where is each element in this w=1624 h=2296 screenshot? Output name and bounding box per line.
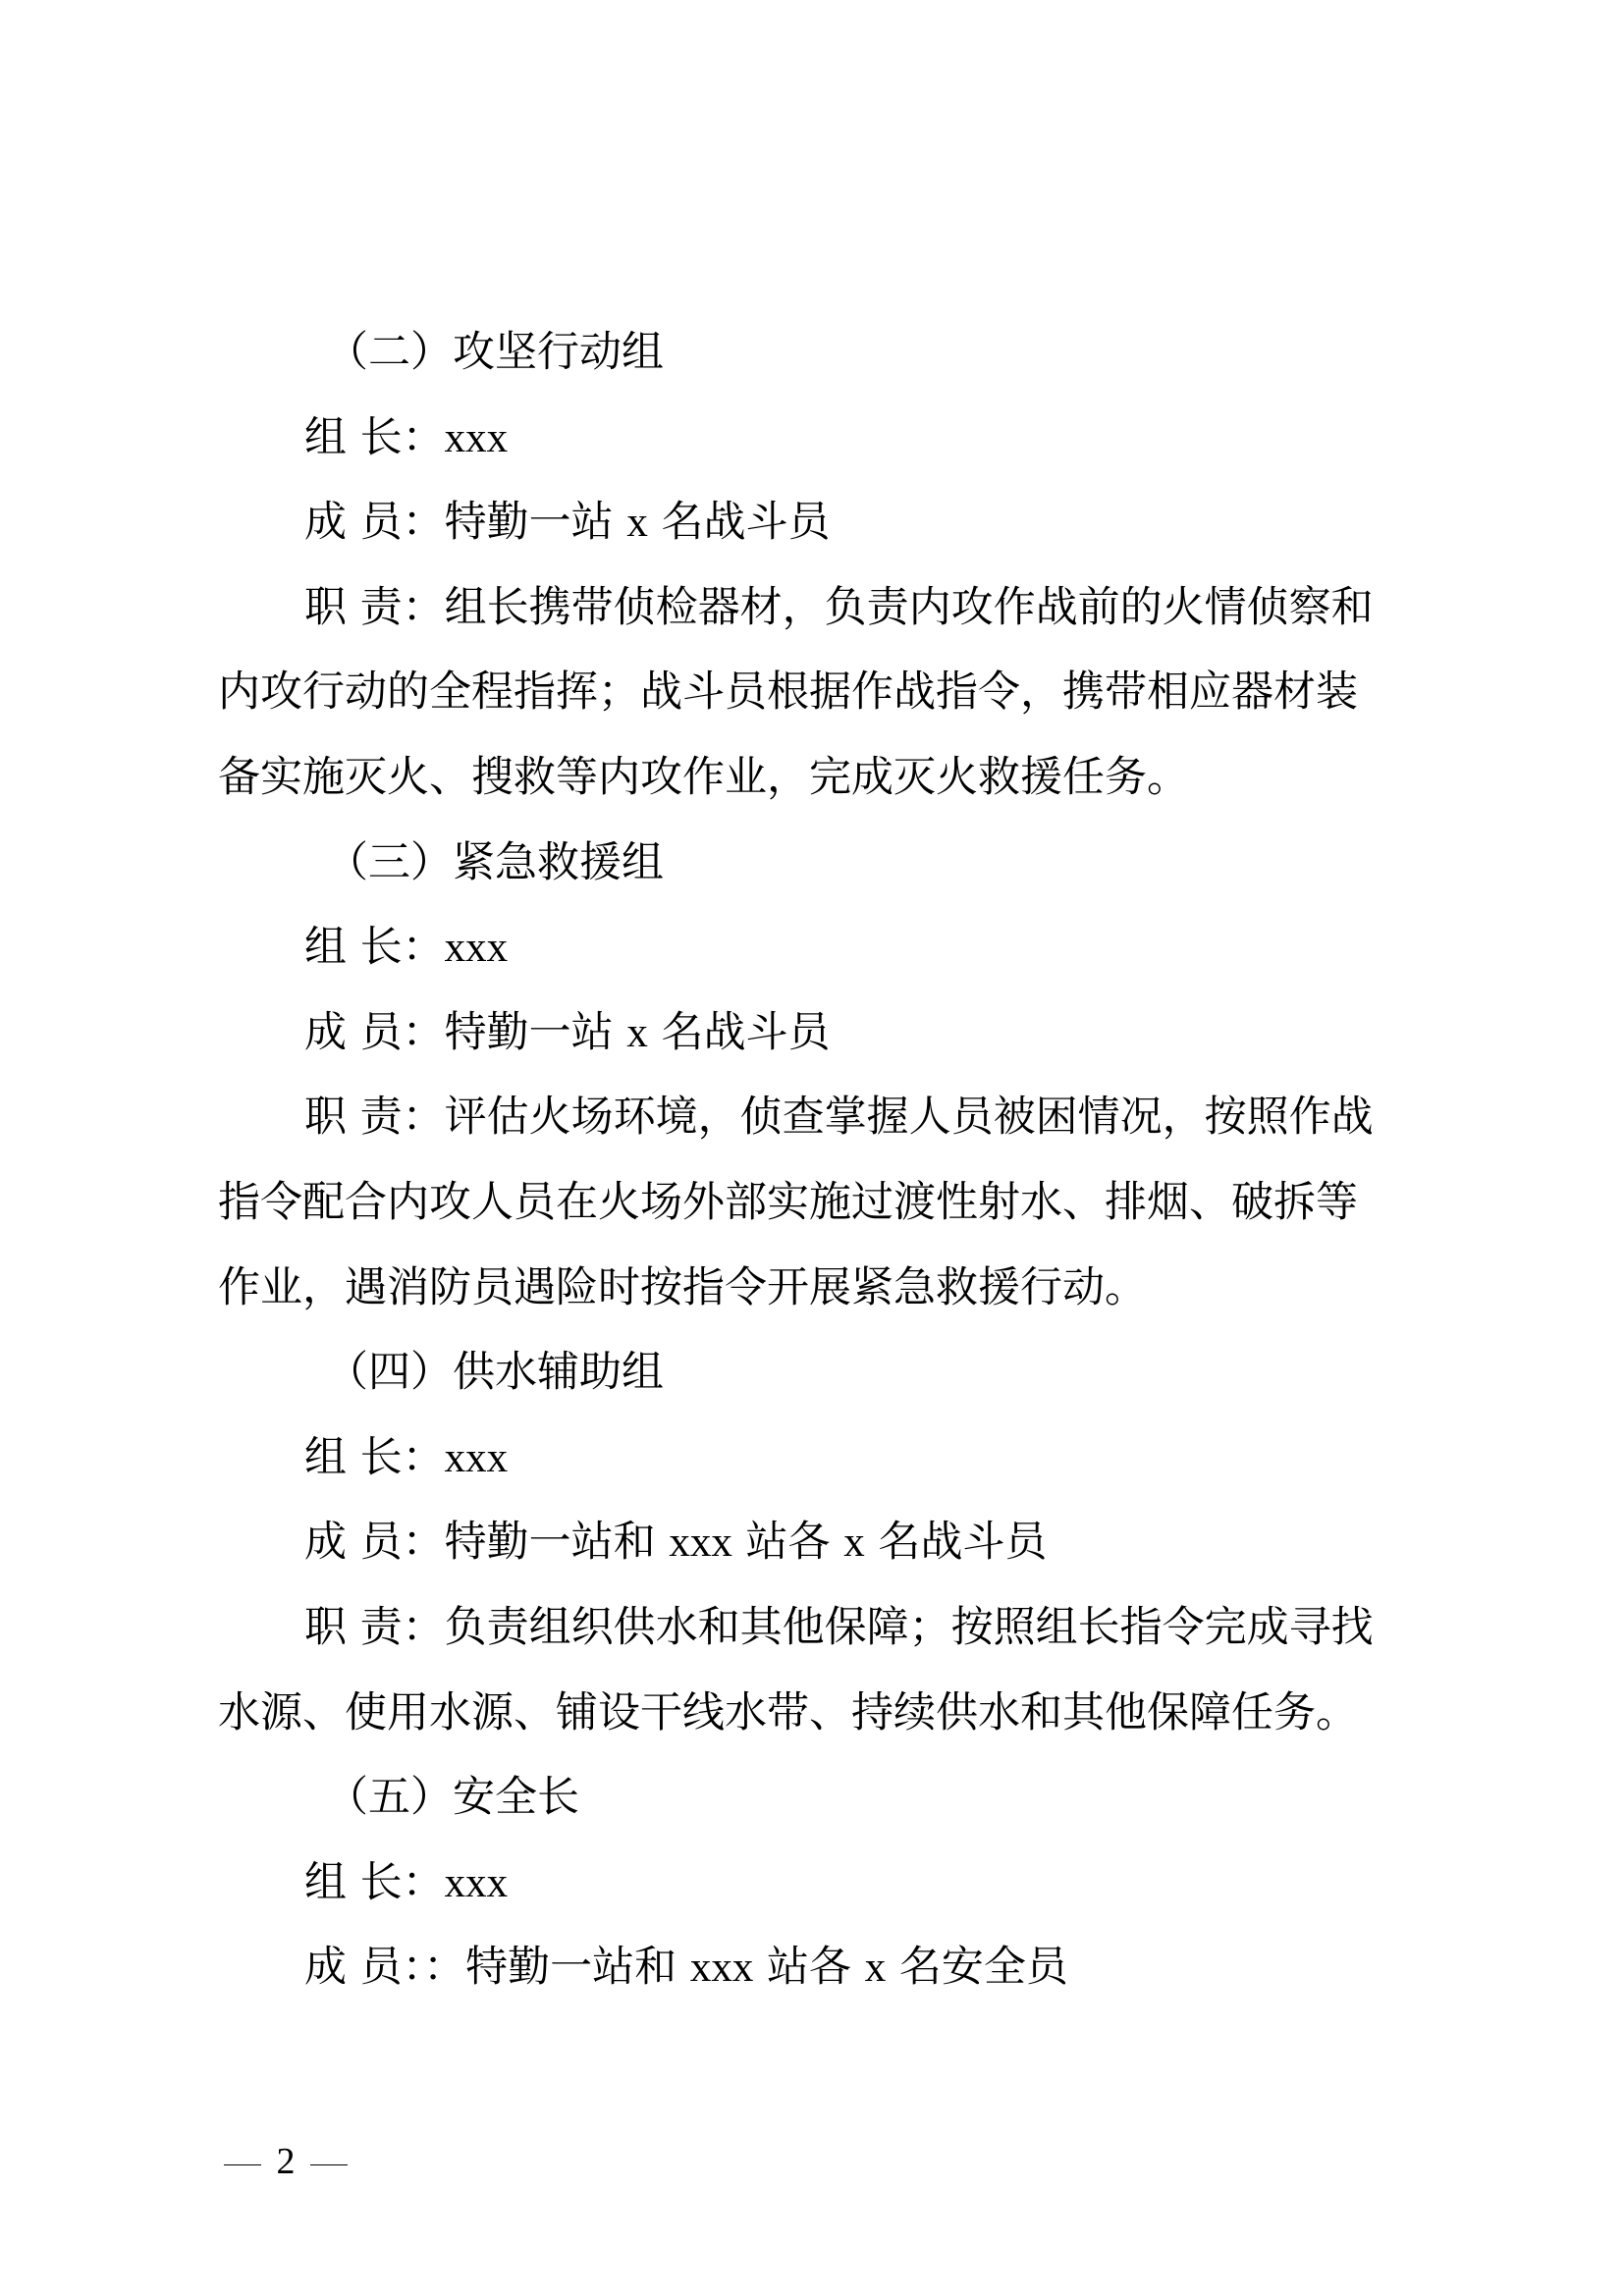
section-2-leader: [218, 396, 1431, 481]
duty-text: 组长携带侦检器材，负责内攻作战前的火情侦察和: [444, 582, 1374, 632]
members-label: 成 员：：: [304, 1943, 466, 1993]
station-name: xxx: [669, 1520, 732, 1567]
page-footer: [218, 2140, 353, 2183]
section-3-members: [218, 990, 1431, 1076]
section-heading-4: （四）供水辅助组: [326, 1348, 664, 1398]
page-number: 2: [276, 2141, 296, 2182]
section-heading-5: （五）安全长: [326, 1773, 579, 1823]
section-4-members: [218, 1500, 1431, 1585]
members-count: x: [626, 500, 648, 547]
section-5-members: [218, 1925, 1431, 2010]
section-5-leader: [218, 1841, 1431, 1926]
members-text: 特勤一站和: [444, 1518, 656, 1568]
section-2-members: [218, 480, 1431, 565]
section-3-duty-line: [218, 1075, 1431, 1160]
members-text: 名战斗员: [661, 498, 831, 548]
section-3-duty-line: 指令配合内攻人员在火场外部实施过渡性射水、排烟、破拆等: [218, 1177, 1358, 1227]
duty-text: 评估火场环境，侦查掌握人员被困情况，按照作战: [444, 1093, 1374, 1143]
members-text: 站各: [745, 1518, 831, 1568]
section-4-duty-line: [218, 1585, 1431, 1671]
section-heading-2: （二）攻坚行动组: [326, 328, 664, 377]
leader-label: 组 长：: [304, 1432, 445, 1482]
footer-dash-right: [310, 2164, 348, 2165]
duty-label: 职 责：: [304, 1602, 445, 1652]
members-text: 特勤一站: [444, 498, 614, 548]
members-text: 名安全员: [898, 1943, 1068, 1993]
duty-text: 负责组织供水和其他保障；按照组长指令完成寻找: [444, 1602, 1374, 1652]
section-2-duty-line: 内攻行动的全程指挥；战斗员根据作战指令，携带相应器材装: [218, 667, 1358, 718]
duty-label: 职 责：: [304, 1093, 445, 1143]
section-4-duty-line: 水源、使用水源、铺设干线水带、持续供水和其他保障任务。: [218, 1687, 1358, 1737]
members-count: x: [626, 1009, 648, 1056]
duty-label: 职 责：: [304, 582, 445, 632]
section-3-leader: [218, 905, 1431, 990]
members-label: 成 员：: [304, 498, 445, 548]
section-3-duty-line: 作业，遇消防员遇险时按指令开展紧急救援行动。: [218, 1262, 1147, 1312]
leader-label: 组 长：: [304, 1857, 445, 1907]
station-name: xxx: [689, 1945, 754, 1992]
section-4-leader: [218, 1415, 1431, 1501]
section-2-duty-line: [218, 565, 1431, 651]
leader-label: 组 长：: [304, 923, 445, 973]
members-label: 成 员：: [304, 1518, 445, 1568]
leader-value: xxx: [444, 925, 509, 972]
section-heading-3: （三）紧急救援组: [326, 837, 664, 887]
members-label: 成 员：: [304, 1007, 445, 1057]
leader-value: xxx: [444, 414, 509, 461]
members-text: 名战斗员: [878, 1518, 1048, 1568]
leader-value: xxx: [444, 1434, 509, 1481]
document-page: [218, 310, 1431, 2010]
footer-dash-left: [224, 2164, 261, 2165]
members-text: 名战斗员: [661, 1007, 831, 1057]
members-text: 站各: [767, 1943, 852, 1993]
members-text: 特勤一站和: [465, 1943, 677, 1993]
members-text: 特勤一站: [444, 1007, 614, 1057]
section-2-duty-line: 备实施灭火、搜救等内攻作业，完成灭火救援任务。: [218, 752, 1189, 802]
members-count: x: [864, 1945, 887, 1992]
members-count: x: [843, 1520, 865, 1567]
leader-value: xxx: [444, 1859, 509, 1906]
leader-label: 组 长：: [304, 412, 445, 462]
